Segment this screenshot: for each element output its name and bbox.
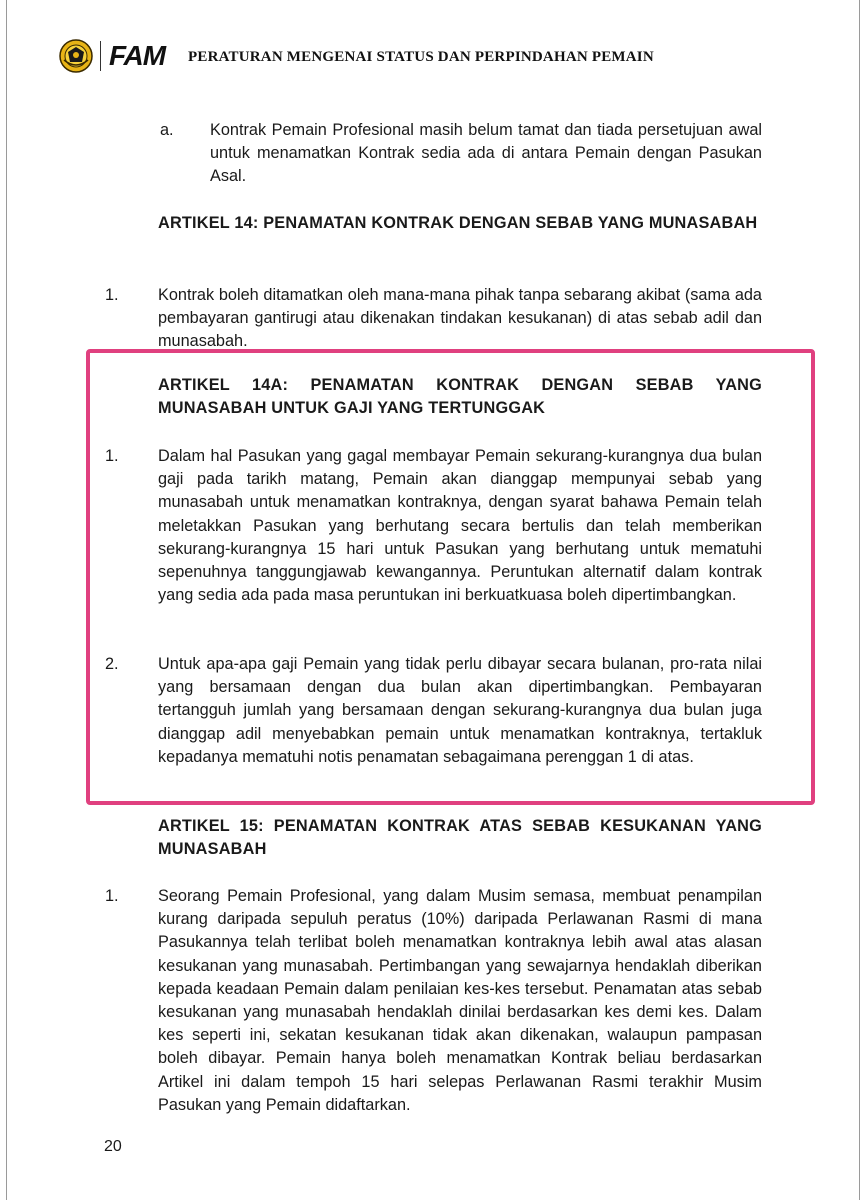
header-divider: [100, 41, 101, 71]
article-14-item-text: Kontrak boleh ditamatkan oleh mana-mana pihak tanpa sebarang akibat (sama ada pembayaran gantirugi atau dikenakan tindakan kesukanan) di atas sebab adil dan munasabah.: [158, 286, 762, 351]
sub-item-text: Kontrak Pemain Profesional masih belum tamat dan tiada persetujuan awal untuk menamatkan Kontrak sedia ada di antara Pemain dengan Pasukan Asal.: [210, 121, 762, 186]
article-14a-item-1-number: 1.: [105, 447, 119, 465]
document-title: PERATURAN MENGENAI STATUS DAN PERPINDAHAN PEMAIN: [188, 49, 654, 65]
article-14a-item-2-text: Untuk apa-apa gaji Pemain yang tidak perlu dibayar secara bulanan, pro-rata nilai yang bersamaan dengan dua bulan akan dipertimbangkan. Pembayaran tertangguh jumlah yang bersamaan dengan sekurang-kurangnya dua bulan juga dianggap adil menyebabkan pemain untuk menamatkan kontraknya, tertakluk kepadanya mematuhi notis penamatan sebagaimana perenggan 1 di atas.: [158, 655, 762, 766]
document-header: [58, 36, 165, 76]
article-14-item-number: 1.: [105, 286, 119, 304]
article-14a-item-2-number: 2.: [105, 655, 119, 673]
page-edge-left: [6, 0, 7, 1200]
article-14a-item-1-text: Dalam hal Pasukan yang gagal membayar Pemain sekurang-kurangnya dua bulan gaji pada tarikh matang, Pemain akan dianggap mempunyai sebab yang munasabah untuk menamatkan kontraknya, dengan syarat bahawa Pemain telah meletakkan Pasukan yang berhutang secara bertulis dan telah memberikan sekurang-kurangnya 15 hari untuk Pasukan yang berhutang untuk mematuhi sepenuhnya tanggungjawab kewangannya. Peruntukan alternatif dalam kontrak yang sedia ada pada masa peruntukan ini berkuatkuasa boleh dipertimbangkan.: [158, 447, 762, 605]
article-14-heading: ARTIKEL 14: PENAMATAN KONTRAK DENGAN SEBAB YANG MUNASABAH: [158, 214, 758, 232]
article-15-heading: ARTIKEL 15: PENAMATAN KONTRAK ATAS SEBAB KESUKANAN YANG MUNASABAH: [158, 817, 762, 859]
article-15-item-number: 1.: [105, 887, 119, 905]
article-14a-heading: ARTIKEL 14A: PENAMATAN KONTRAK DENGAN SEBAB YANG MUNASABAH UNTUK GAJI YANG TERTUNGGAK: [158, 376, 762, 418]
page-number: 20: [104, 1138, 122, 1155]
brand-logo-text: FAM: [109, 40, 166, 71]
fam-crest-icon: [58, 38, 94, 74]
page-edge-right: [859, 0, 860, 1200]
sub-item-letter: a.: [160, 121, 174, 139]
article-15-item-text: Seorang Pemain Profesional, yang dalam Musim semasa, membuat penampilan kurang daripada sepuluh peratus (10%) daripada Perlawanan Rasmi di mana Pasukannya telah terlibat boleh menamatkan kontraknya lebih awal atas alasan kesukanan yang munasabah. Pertimbangan yang sewajarnya hendaklah diberikan kepada keadaan Pemain dalam penilaian kes-kes tersebut. Penamatan atas sebab kesukanan yang munasabah hendaklah dinilai berdasarkan kes demi kes. Dalam kes seperti ini, sekatan kesukanan tidak akan dikenakan, walaupun pampasan boleh dibayar. Pemain hanya boleh menamatkan Kontrak beliau berdasarkan Artikel ini dalam tempoh 15 hari selepas Perlawanan Rasmi terakhir Musim Pasukan yang Pemain didaftarkan.: [158, 887, 762, 1114]
